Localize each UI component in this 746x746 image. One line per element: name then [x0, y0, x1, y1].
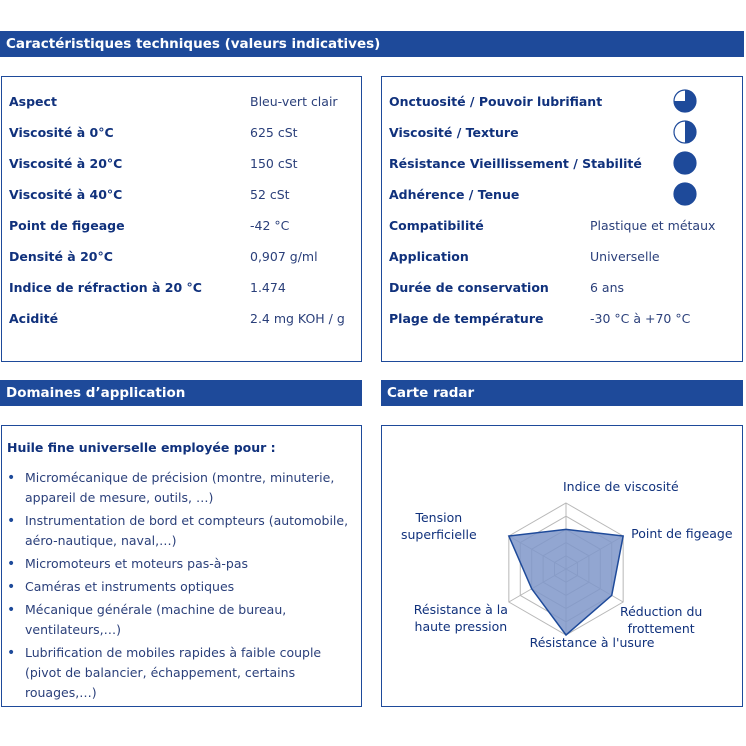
rating-row [382, 91, 742, 111]
spec-value: 2.4 mg KOH / g [250, 310, 345, 326]
spec-value: 0,907 g/ml [250, 248, 318, 264]
spec-label: Application [389, 248, 469, 264]
domain-list-item: • Lubrification de mobiles rapides à faible couple (pivot de balancier, échappement, certains rouages,…) [7, 643, 351, 703]
spec-value: 1.474 [250, 279, 286, 295]
radar-header [381, 380, 743, 406]
rating-row [382, 153, 742, 173]
rating-pie-icon [673, 182, 697, 206]
spec-label: Point de figeage [9, 217, 125, 233]
spec-value: 52 cSt [250, 186, 290, 202]
spec-value: Plastique et métaux [590, 217, 716, 233]
spec-label: Densité à 20°C [9, 248, 113, 264]
specs-title: Caractéristiques techniques (valeurs indicatives) [6, 36, 381, 52]
rating-pie-icon [673, 151, 697, 175]
spec-label: Compatibilité [389, 217, 484, 233]
spec-row [382, 215, 742, 235]
spec-value: Bleu-vert clair [250, 93, 338, 109]
spec-row [382, 308, 742, 328]
domain-list-item: • Micromécanique de précision (montre, minuterie, appareil de mesure, outils, …) [7, 468, 351, 508]
radar-axis-label: Réduction du frottement [619, 604, 703, 636]
domains-header [0, 380, 362, 406]
specs-left-panel [1, 76, 362, 362]
spec-value: 6 ans [590, 279, 625, 295]
spec-row [2, 215, 361, 235]
spec-value: Universelle [590, 248, 660, 264]
spec-row [382, 277, 742, 297]
radar-series-area [509, 529, 623, 635]
radar-panel [381, 425, 743, 707]
domains-intro: Huile fine universelle employée pour : [7, 440, 276, 455]
spec-value: -30 °C à +70 °C [590, 310, 691, 326]
radar-axis-label: Indice de viscosité [563, 479, 679, 494]
rating-pie-icon [673, 89, 697, 113]
domain-list-item: • Mécanique générale (machine de bureau, ventilateurs,…) [7, 600, 351, 640]
domain-list-item: • Micromoteurs et moteurs pas-à-pas [7, 554, 351, 574]
spec-label: Viscosité à 20°C [9, 155, 123, 171]
spec-label: Aspect [9, 93, 57, 109]
rating-label: Résistance Vieillissement / Stabilité [389, 155, 642, 171]
spec-row [2, 153, 361, 173]
radar-axis-label: Tension superficielle [400, 510, 477, 542]
domains-list [7, 468, 351, 706]
spec-row [2, 308, 361, 328]
spec-row [2, 246, 361, 266]
spec-value: 625 cSt [250, 124, 298, 140]
domains-panel [1, 425, 362, 707]
spec-row [2, 91, 361, 111]
spec-label: Durée de conservation [389, 279, 549, 295]
radar-axis-label: Résistance à la haute pression [413, 602, 508, 634]
domain-list-item: • Instrumentation de bord et compteurs (automobile, aéro-nautique, naval,…) [7, 511, 351, 551]
rating-pie-icon [673, 120, 697, 144]
radar-chart [382, 426, 742, 706]
domain-list-item: • Caméras et instruments optiques [7, 577, 351, 597]
rating-label: Adhérence / Tenue [389, 186, 520, 202]
spec-row [2, 277, 361, 297]
spec-value: -42 °C [250, 217, 290, 233]
spec-label: Acidité [9, 310, 59, 326]
spec-row [2, 184, 361, 204]
spec-row [2, 122, 361, 142]
spec-label: Viscosité à 40°C [9, 186, 123, 202]
spec-label: Plage de température [389, 310, 544, 326]
spec-label: Indice de réfraction à 20 °C [9, 279, 202, 295]
spec-label: Viscosité à 0°C [9, 124, 114, 140]
rating-label: Viscosité / Texture [389, 124, 519, 140]
radar-axis-label: Point de figeage [631, 526, 733, 541]
domains-title: Domaines d’application [6, 385, 186, 401]
specs-header [0, 31, 744, 57]
rating-label: Onctuosité / Pouvoir lubrifiant [389, 93, 603, 109]
spec-value: 150 cSt [250, 155, 298, 171]
spec-row [382, 246, 742, 266]
rating-row [382, 184, 742, 204]
rating-row [382, 122, 742, 142]
radar-axis-label: Résistance à l'usure [529, 635, 655, 650]
radar-title: Carte radar [387, 385, 475, 401]
specs-right-panel [381, 76, 743, 362]
